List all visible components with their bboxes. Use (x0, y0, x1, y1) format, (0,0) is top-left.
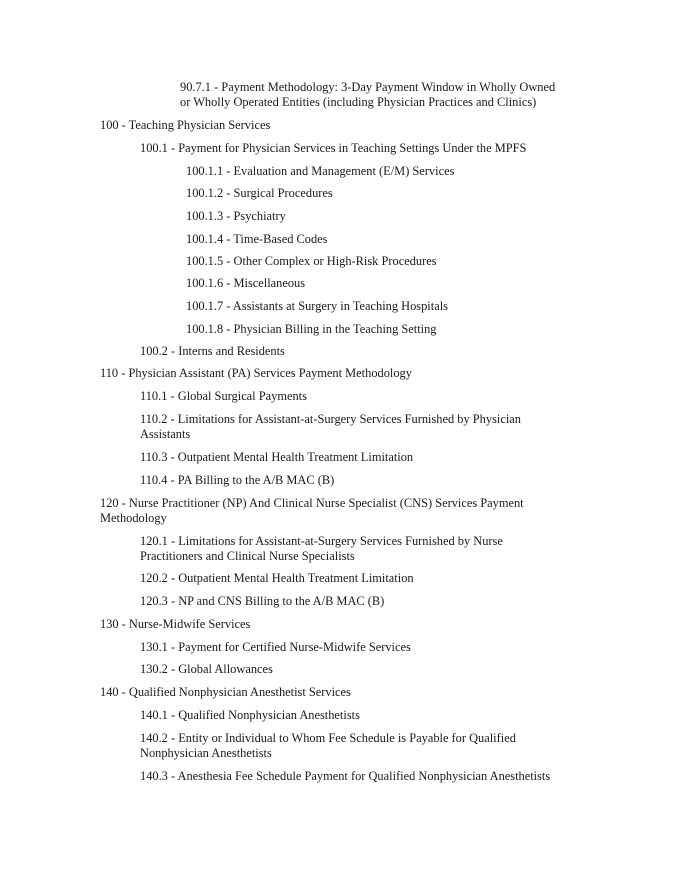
toc-entry-100-1-3[interactable]: 100.1.3 - Psychiatry (186, 209, 286, 223)
toc-entry-120-3[interactable]: 120.3 - NP and CNS Billing to the A/B MAC (B) (140, 594, 385, 608)
toc-entry-100-1-7[interactable]: 100.1.7 - Assistants at Surgery in Teaching Hospitals (186, 299, 448, 313)
toc-entry-100-1-5[interactable]: 100.1.5 - Other Complex or High-Risk Procedures (186, 254, 437, 268)
toc-entry-140[interactable]: 140 - Qualified Nonphysician Anesthetist Services (100, 685, 351, 699)
toc-entry-130[interactable]: 130 - Nurse-Midwife Services (100, 617, 251, 631)
toc-entry-100-1-2[interactable]: 100.1.2 - Surgical Procedures (186, 186, 333, 200)
toc-entry-110-4[interactable]: 110.4 - PA Billing to the A/B MAC (B) (140, 473, 335, 487)
toc-entry-100-1-8[interactable]: 100.1.8 - Physician Billing in the Teaching Setting (186, 322, 437, 336)
toc-entry-120[interactable]: 120 - Nurse Practitioner (NP) And Clinical Nurse Specialist (CNS) Services Payment Methodology (100, 496, 524, 525)
toc-entry-100-1-1[interactable]: 100.1.1 - Evaluation and Management (E/M) Services (186, 164, 455, 178)
toc-entry-100-2[interactable]: 100.2 - Interns and Residents (140, 344, 285, 358)
toc-entry-110-1[interactable]: 110.1 - Global Surgical Payments (140, 389, 307, 403)
toc-entry-100-1[interactable]: 100.1 - Payment for Physician Services in Teaching Settings Under the MPFS (140, 141, 527, 155)
toc-entry-140-3[interactable]: 140.3 - Anesthesia Fee Schedule Payment for Qualified Nonphysician Anesthetists (140, 769, 551, 783)
toc-entry-110[interactable]: 110 - Physician Assistant (PA) Services Payment Methodology (100, 366, 412, 380)
toc-entry-100[interactable]: 100 - Teaching Physician Services (100, 118, 271, 132)
toc-entry-140-1[interactable]: 140.1 - Qualified Nonphysician Anesthetists (140, 708, 360, 722)
toc-entry-140-2[interactable]: 140.2 - Entity or Individual to Whom Fee Schedule is Payable for Qualified Nonphysician Anesthetists (140, 731, 516, 760)
toc-entry-100-1-4[interactable]: 100.1.4 - Time-Based Codes (186, 232, 328, 246)
toc-entry-120-1[interactable]: 120.1 - Limitations for Assistant-at-Surgery Services Furnished by Nurse Practitioners and Clinical Nurse Specialists (140, 534, 503, 563)
toc-entry-130-1[interactable]: 130.1 - Payment for Certified Nurse-Midwife Services (140, 640, 411, 654)
toc-entry-110-2[interactable]: 110.2 - Limitations for Assistant-at-Surgery Services Furnished by Physician Assistants (140, 412, 521, 441)
toc-entry-100-1-6[interactable]: 100.1.6 - Miscellaneous (186, 276, 306, 290)
toc-entry-110-3[interactable]: 110.3 - Outpatient Mental Health Treatment Limitation (140, 450, 414, 464)
toc-entry-130-2[interactable]: 130.2 - Global Allowances (140, 662, 273, 676)
toc-entry-90-7-1[interactable]: 90.7.1 - Payment Methodology: 3-Day Payment Window in Wholly Owned or Wholly Operated Entities (including Physician Practices and Clinics) (180, 80, 556, 109)
table-of-contents (0, 80, 680, 784)
toc-entry-120-2[interactable]: 120.2 - Outpatient Mental Health Treatment Limitation (140, 571, 414, 585)
